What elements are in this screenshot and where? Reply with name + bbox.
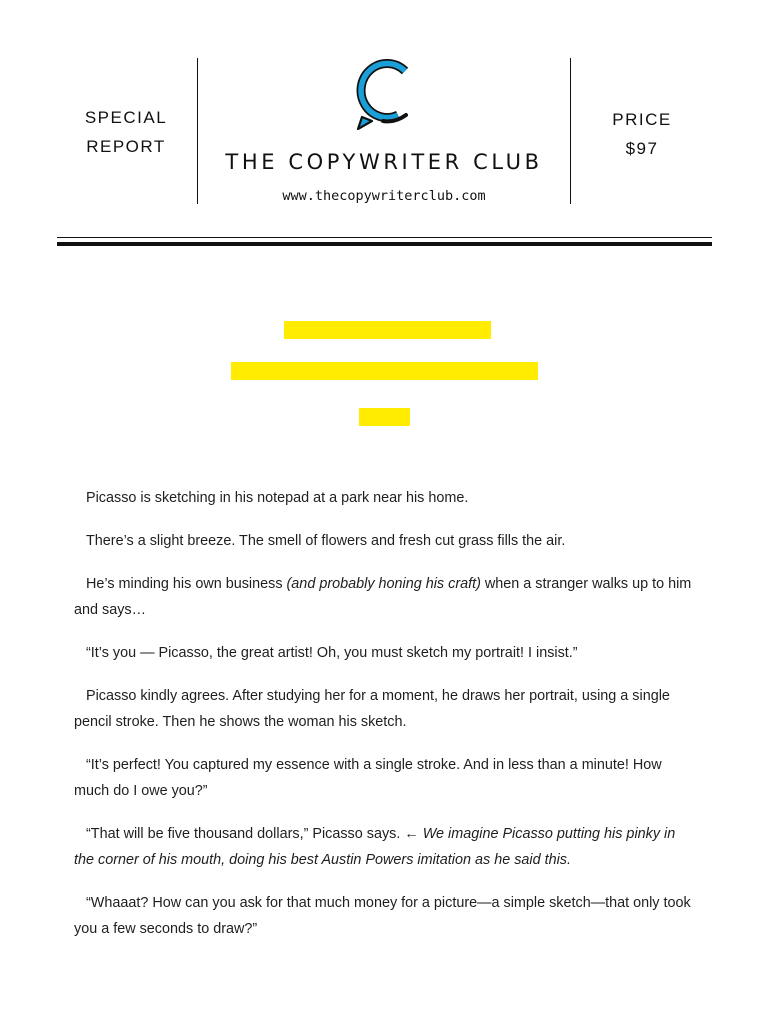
price-label: PRICE: [612, 110, 672, 129]
paragraph-8: “Whaaat? How can you ask for that much money for a picture—a simple sketch—that only took you a few seconds to draw?”: [74, 895, 691, 937]
paragraph-3-end: when a stranger walks up to him and says…: [74, 576, 692, 618]
paragraph-3-start: He’s minding his own business: [86, 576, 287, 592]
paragraph-7-quote: “That will be five thousand dollars,” Picasso says.: [86, 826, 405, 842]
header-rule-thin: [57, 237, 712, 238]
special-text: SPECIAL: [84, 108, 168, 127]
left-arrow-icon: ←: [404, 826, 419, 842]
paragraph-3: [74, 571, 694, 623]
paragraph-1: Picasso is sketching in his notepad at a park near his home.: [86, 490, 469, 506]
header-left-label: [60, 103, 192, 161]
divider-left: [197, 58, 198, 204]
paragraph-4: “It’s you — Picasso, the great artist! Oh, you must sketch my portrait! I insist.”: [86, 645, 578, 661]
article-body: [74, 485, 694, 959]
paragraph-3-aside: (and probably honing his craft): [286, 576, 481, 592]
header-rule-thick: [57, 242, 712, 246]
paragraph-7: [74, 821, 694, 873]
paragraph-2: There’s a slight breeze. The smell of flowers and fresh cut grass fills the air.: [86, 533, 566, 549]
paragraph-5: Picasso kindly agrees. After studying her for a moment, he draws her portrait, using a single pencil stroke. Then he shows the woman his sketch.: [74, 688, 670, 730]
report-text: REPORT: [86, 137, 166, 156]
highlight-bar-2: [231, 362, 538, 380]
paragraph-7-aside: We imagine Picasso putting his pinky in the corner of his mouth, doing his best Austin Powers imitation as he said this.: [74, 826, 676, 868]
price-value: $97: [625, 139, 659, 158]
speech-bubble-c-icon: [348, 57, 420, 133]
website-url: www.thecopywriterclub.com: [282, 188, 486, 204]
paragraph-6: “It’s perfect! You captured my essence with a single stroke. And in less than a minute! How much do I owe you?”: [74, 757, 662, 799]
brand-name: THE COPYWRITER CLUB: [225, 150, 543, 174]
highlight-bar-3: [359, 408, 410, 426]
divider-right: [570, 58, 571, 204]
header-right-label: [576, 105, 708, 163]
highlight-bar-1: [284, 321, 491, 339]
